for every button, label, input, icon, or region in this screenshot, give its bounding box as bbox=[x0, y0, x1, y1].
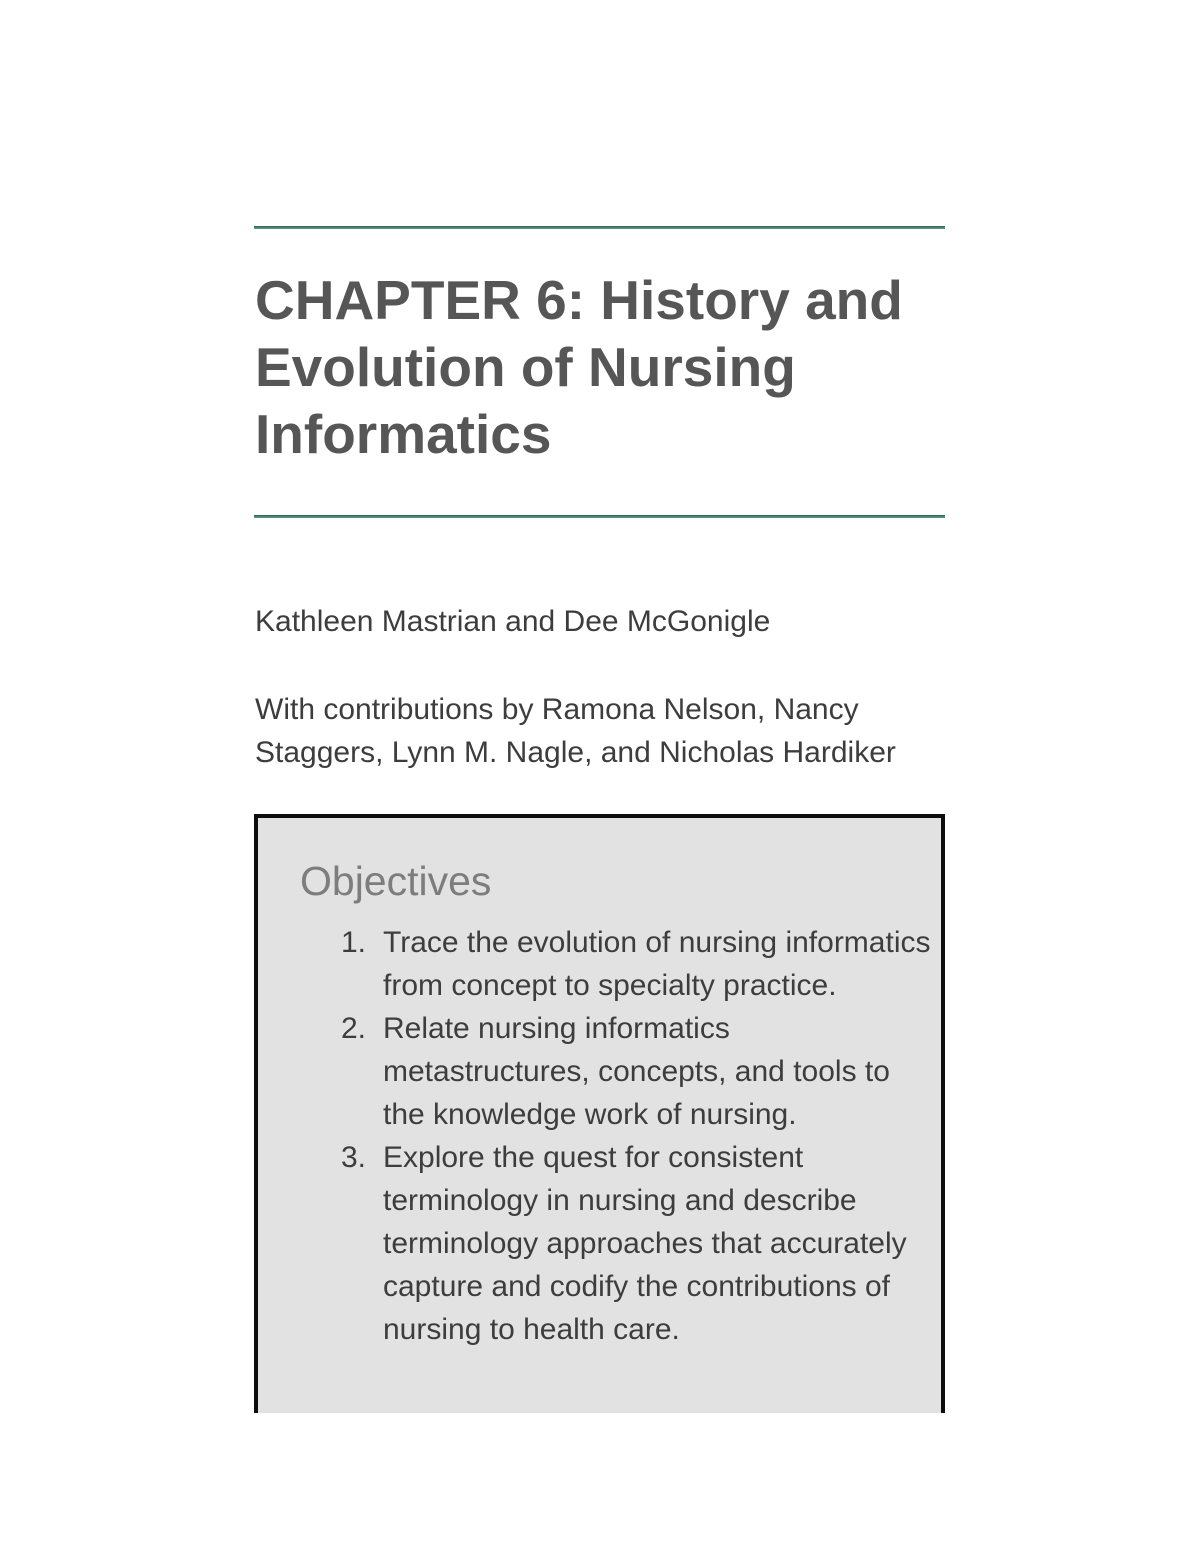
objectives-heading: Objectives bbox=[300, 858, 492, 904]
objective-text-line: from concept to specialty practice. bbox=[383, 969, 837, 1002]
chapter-title bbox=[255, 267, 995, 468]
chapter-title-line: Evolution of Nursing bbox=[255, 336, 796, 398]
objective-text-line: capture and codify the contributions of bbox=[383, 1270, 890, 1303]
objective-item-text bbox=[383, 1136, 941, 1351]
objective-text-line: metastructures, concepts, and tools to bbox=[383, 1055, 890, 1088]
objective-text-line: Explore the quest for consistent bbox=[383, 1141, 804, 1174]
objectives-box bbox=[254, 814, 945, 1413]
top-divider-rule bbox=[254, 226, 945, 229]
objective-item bbox=[341, 1007, 941, 1136]
objective-text-line: the knowledge work of nursing. bbox=[383, 1098, 797, 1131]
objective-text-line: nursing to health care. bbox=[383, 1313, 680, 1346]
objective-text-line: Trace the evolution of nursing informatics bbox=[383, 926, 931, 959]
title-divider-rule bbox=[254, 515, 945, 518]
authors-line: Kathleen Mastrian and Dee McGonigle bbox=[255, 605, 771, 638]
chapter-title-line: CHAPTER 6: History and bbox=[255, 269, 903, 331]
objective-text-line: terminology approaches that accurately bbox=[383, 1227, 907, 1260]
chapter-title-line: Informatics bbox=[255, 403, 552, 465]
contributors-text-line: With contributions by Ramona Nelson, Nancy bbox=[255, 693, 859, 726]
objective-item bbox=[341, 1136, 941, 1351]
objective-text-line: Relate nursing informatics bbox=[383, 1012, 730, 1045]
objective-text-line: terminology in nursing and describe bbox=[383, 1184, 857, 1217]
objective-item bbox=[341, 921, 941, 1007]
objective-item-number: 3. bbox=[341, 1141, 367, 1174]
contributors-line bbox=[255, 688, 955, 774]
objective-item-text bbox=[383, 1007, 941, 1136]
objective-item-number: 2. bbox=[341, 1012, 367, 1045]
objective-item-number: 1. bbox=[341, 926, 367, 959]
objectives-list bbox=[341, 921, 941, 1351]
contributors-text-line: Staggers, Lynn M. Nagle, and Nicholas Hardiker bbox=[255, 736, 896, 769]
objective-item-text bbox=[383, 921, 941, 1007]
